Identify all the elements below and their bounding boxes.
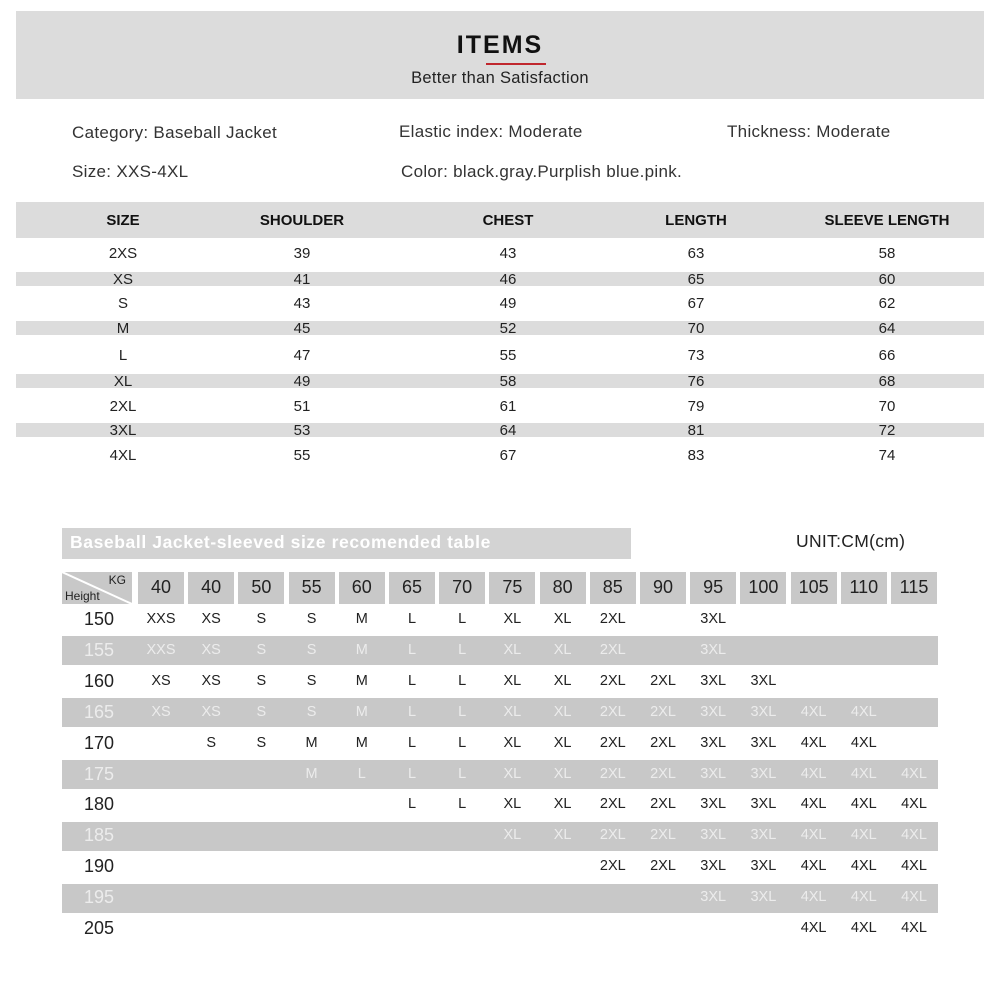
weight-header (540, 572, 586, 604)
recommended-size-cell: 4XL (901, 920, 927, 936)
recommended-size-cell: 3XL (700, 796, 727, 813)
size-table-cell: 43 (293, 295, 311, 312)
weight-header (640, 572, 686, 604)
recommended-size-cell: 3XL (750, 703, 777, 720)
height-label: 190 (83, 856, 115, 877)
recommended-size-cell: 3XL (750, 796, 777, 813)
recommended-size-cell: 4XL (850, 796, 877, 813)
corner-height-label: Height (65, 589, 100, 603)
unit-label: UNIT:CM(cm) (796, 531, 906, 551)
size-table-cell: 39 (293, 245, 311, 262)
recommended-size-cell: 2XL (650, 765, 676, 782)
recommended-size-cell: 3XL (750, 858, 777, 875)
size-table-cell: 83 (687, 447, 705, 464)
recommended-size-cell: 2XL (650, 703, 676, 720)
recommended-size-cell: 3XL (750, 734, 777, 751)
weight-header (891, 572, 937, 604)
recommended-size-cell: XL (503, 734, 522, 751)
recommended-size-cell: XL (553, 734, 572, 751)
recommended-size-cell: M (355, 641, 368, 658)
size-table-cell: 55 (293, 447, 311, 464)
size-table-cell: XL (113, 373, 133, 390)
size-table-cell: 76 (687, 373, 705, 390)
recommended-size-cell: L (357, 765, 366, 782)
page-title: ITEMS (456, 31, 544, 59)
recommended-size-cell: S (256, 641, 267, 658)
recommended-size-cell: S (256, 734, 267, 751)
size-table-cell: 2XL (109, 398, 137, 415)
recommended-size-cell: L (407, 611, 417, 627)
header-banner (16, 11, 984, 99)
height-label: 150 (83, 609, 115, 629)
size-table-cell: 68 (878, 373, 896, 390)
recommended-size-cell: S (306, 641, 317, 658)
recommended-size-cell: L (458, 765, 467, 782)
height-label: 165 (83, 701, 115, 722)
recommended-size-cell: 3XL (700, 765, 727, 782)
recommended-size-cell: 4XL (901, 796, 927, 813)
recommended-size-cell: 2XL (650, 858, 676, 875)
weight-header (489, 572, 535, 604)
size-table-cell: 49 (499, 295, 517, 312)
info-elastic: Elastic index: Moderate (399, 122, 583, 141)
weight-header (690, 572, 736, 604)
recommended-size-cell: XL (503, 703, 522, 720)
recommended-size-cell: M (355, 611, 368, 627)
recommended-size-cell: L (407, 641, 417, 658)
recommended-size-cell: L (407, 703, 417, 720)
size-table-cell: 45 (293, 320, 311, 337)
weight-header-label: 80 (552, 577, 573, 597)
recommended-size-cell: 2XL (599, 765, 626, 782)
recommended-size-cell: L (458, 641, 467, 658)
size-table-cell: 65 (687, 271, 705, 288)
info-thickness: Thickness: Moderate (727, 122, 891, 141)
height-label: 185 (83, 825, 115, 846)
recommended-size-cell: 4XL (850, 827, 877, 844)
title-underline (486, 63, 546, 65)
recommended-size-cell: S (256, 672, 267, 689)
recommended-size-cell: XL (553, 703, 572, 720)
size-table-cell: 2XS (108, 245, 138, 262)
size-table-cell: 67 (499, 447, 517, 464)
corner-header (62, 572, 132, 604)
weight-header (740, 572, 786, 604)
recommended-size-cell: 3XL (700, 672, 727, 689)
info-color: Color: black.gray.Purplish blue.pink. (401, 162, 683, 181)
size-table-cell: 55 (499, 347, 517, 364)
size-table-cell: 64 (499, 422, 517, 439)
recommended-size-cell: 4XL (800, 703, 827, 720)
weight-header-label: 85 (602, 577, 623, 597)
size-table-cell: 4XL (109, 447, 137, 464)
recommended-size-cell: XS (201, 703, 221, 720)
weight-header (590, 572, 636, 604)
recommended-size-cell: M (355, 672, 368, 689)
recommended-size-cell: 3XL (700, 889, 727, 906)
recommended-size-cell: 4XL (800, 889, 827, 906)
size-table-cell: 53 (293, 422, 311, 439)
recommended-size-cell: XL (553, 672, 572, 689)
recommended-size-cell: 3XL (750, 765, 777, 782)
size-table-col-header: SHOULDER (259, 212, 345, 229)
size-table-cell: 61 (499, 398, 517, 415)
recommended-size-cell: 3XL (700, 858, 727, 875)
recommended-size-cell: L (458, 703, 467, 720)
recommended-size-cell: 3XL (700, 734, 727, 751)
recommended-size-cell: XL (553, 611, 572, 627)
recommended-size-cell: 3XL (700, 703, 727, 720)
recommended-size-cell: 4XL (850, 858, 877, 875)
height-label: 205 (83, 918, 115, 938)
size-table-cell: 60 (878, 271, 896, 288)
recommended-size-cell: 2XL (599, 734, 626, 751)
size-table-cell: 62 (878, 295, 896, 312)
recommended-size-cell: L (407, 796, 417, 813)
recommended-size-cell: 4XL (800, 765, 827, 782)
recommended-size-cell: XL (503, 765, 522, 782)
size-table-cell: 64 (878, 320, 896, 337)
recommended-size-cell: L (407, 765, 417, 782)
weight-header-label: 110 (849, 577, 879, 597)
recommended-size-cell: 4XL (850, 920, 877, 936)
weight-header-label: 50 (251, 577, 272, 597)
recommended-size-cell: XS (151, 672, 171, 689)
size-table-col-header: SLEEVE LENGTH (824, 212, 950, 229)
recommended-size-cell: L (458, 796, 467, 813)
recommended-size-cell: XL (553, 796, 572, 813)
recommended-size-cell: 4XL (800, 734, 827, 751)
recommended-size-cell: XS (201, 641, 221, 658)
size-table-cell: 51 (293, 398, 311, 415)
weight-header (238, 572, 284, 604)
weight-header-label: 115 (899, 577, 929, 597)
recommended-size-cell: 4XL (800, 796, 827, 813)
recommended-size-cell: S (256, 611, 267, 627)
size-table-cell: 46 (499, 271, 517, 288)
recommended-size-cell: S (306, 611, 317, 627)
recommended-size-cell: 2XL (599, 672, 626, 689)
recommended-size-cell: 4XL (800, 920, 827, 936)
recommended-size-cell: 4XL (901, 889, 927, 906)
recommended-size-cell: 2XL (599, 827, 626, 844)
info-size: Size: XXS-4XL (72, 162, 189, 181)
recommended-size-cell: 4XL (901, 765, 927, 782)
recommended-size-cell: XL (503, 672, 522, 689)
height-label: 170 (83, 732, 115, 753)
recommended-size-cell: XS (201, 672, 221, 689)
info-category: Category: Baseball Jacket (72, 123, 277, 142)
recommended-size-cell: 4XL (850, 765, 877, 782)
weight-header-label: 55 (301, 577, 322, 597)
weight-header (188, 572, 234, 604)
recommended-size-cell: 2XL (599, 641, 626, 658)
size-table-col-header: CHEST (482, 212, 534, 229)
size-table-cell: 81 (687, 422, 705, 439)
recommended-size-cell: XL (553, 827, 572, 844)
size-table-cell: 3XL (109, 422, 137, 439)
size-table-cell: 47 (293, 347, 311, 364)
size-table-cell: 79 (687, 398, 705, 415)
recommended-size-cell: M (355, 703, 368, 720)
recommended-size-cell: M (305, 734, 318, 751)
size-table-col-header: LENGTH (665, 212, 727, 229)
recommended-size-cell: L (458, 672, 467, 689)
recommended-size-cell: 2XL (599, 611, 626, 627)
weight-header-label: 40 (201, 577, 222, 597)
recommended-size-cell: 4XL (800, 858, 827, 875)
size-table-cell: 52 (499, 320, 517, 337)
size-table-cell: 58 (499, 373, 517, 390)
recommended-size-cell: L (458, 611, 467, 627)
weight-header (138, 572, 184, 604)
size-table-col-header: SIZE (106, 212, 140, 229)
height-label: 180 (83, 794, 115, 815)
recommended-size-cell: XS (201, 611, 221, 627)
weight-header (841, 572, 887, 604)
recommended-size-cell: L (407, 734, 417, 751)
recommended-size-cell: S (256, 703, 267, 720)
size-table-cell: 72 (878, 422, 896, 439)
weight-header (791, 572, 837, 604)
size-table-cell: 49 (293, 373, 311, 390)
recommended-size-cell: 3XL (750, 889, 777, 906)
recommended-size-cell: 2XL (599, 796, 626, 813)
recommended-size-cell: L (407, 672, 417, 689)
size-table-cell: S (117, 295, 128, 312)
recommended-size-cell: XL (503, 827, 522, 844)
recommended-size-cell: M (355, 734, 368, 751)
recommended-size-cell: XL (553, 765, 572, 782)
size-table-cell: 43 (499, 245, 517, 262)
weight-header-label: 60 (351, 577, 372, 597)
size-table-cell: 41 (293, 271, 311, 288)
weight-header-label: 65 (401, 577, 423, 597)
weight-header (389, 572, 435, 604)
recommended-size-cell: XL (553, 641, 572, 658)
size-table-cell: 67 (687, 295, 705, 312)
weight-header-label: 90 (652, 577, 674, 597)
weight-header-label: 75 (502, 577, 523, 597)
recommended-size-cell: XS (151, 703, 171, 720)
weight-header-label: 100 (748, 577, 779, 597)
height-label: 160 (83, 670, 115, 691)
recommended-size-cell: 4XL (800, 827, 827, 844)
size-table-cell: XS (112, 271, 133, 288)
recommended-size-cell: 4XL (901, 827, 927, 844)
recommended-size-cell: M (305, 765, 318, 782)
size-table-cell: 63 (687, 245, 705, 262)
recommended-size-cell: S (306, 672, 317, 689)
weight-header (439, 572, 485, 604)
size-table-cell: 74 (878, 447, 896, 464)
recommended-size-cell: L (458, 734, 467, 751)
recommended-size-cell: S (206, 734, 217, 751)
recommended-size-cell: 3XL (700, 611, 727, 627)
size-table-cell: 70 (878, 398, 896, 415)
recommended-size-cell: 3XL (750, 672, 777, 689)
weight-header (289, 572, 335, 604)
recommended-size-cell: 2XL (650, 672, 676, 689)
weight-header (339, 572, 385, 604)
height-label: 155 (83, 639, 115, 660)
size-table-cell: M (116, 320, 130, 337)
recommended-size-cell: 2XL (599, 703, 626, 720)
height-label: 195 (83, 887, 115, 908)
recommend-title-bar (62, 528, 631, 559)
recommended-size-cell: 2XL (650, 734, 676, 751)
recommended-size-cell: XL (503, 641, 522, 658)
weight-header-label: 70 (452, 577, 473, 597)
recommend-title: Baseball Jacket-sleeved size recomended table (70, 532, 491, 552)
recommended-size-cell: 4XL (901, 858, 927, 875)
recommended-size-cell: XL (503, 611, 522, 627)
recommended-size-cell: 2XL (599, 858, 626, 875)
recommended-size-cell: 4XL (850, 734, 877, 751)
recommended-size-cell: 2XL (650, 796, 676, 813)
recommended-size-cell: XL (503, 796, 522, 813)
recommended-size-cell: 3XL (700, 641, 727, 658)
corner-kg-label: KG (108, 573, 126, 587)
recommended-size-cell: 2XL (650, 827, 676, 844)
weight-header-label: 105 (798, 577, 829, 597)
recommended-size-cell: XXS (146, 611, 176, 627)
recommended-size-cell: 3XL (700, 827, 727, 844)
size-table-cell: 73 (687, 347, 705, 364)
recommended-size-cell: 3XL (750, 827, 777, 844)
size-table-cell: 58 (878, 245, 896, 262)
recommended-size-cell: 4XL (850, 889, 877, 906)
height-label: 175 (83, 763, 115, 784)
size-table-cell: 70 (687, 320, 705, 337)
recommended-size-cell: XXS (146, 641, 176, 658)
size-table-cell: L (118, 347, 128, 364)
recommended-size-cell: S (306, 703, 317, 720)
page-subtitle: Better than Satisfaction (411, 69, 589, 87)
weight-header-label: 40 (150, 577, 172, 597)
recommended-size-cell: 4XL (850, 703, 877, 720)
size-table-cell: 66 (878, 347, 896, 364)
weight-header-label: 95 (703, 577, 724, 597)
